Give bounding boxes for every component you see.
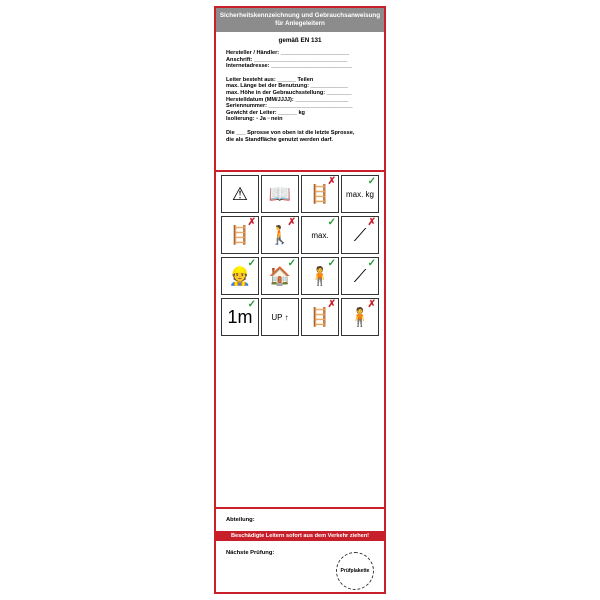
check-icon: ✓ — [367, 258, 376, 269]
cross-icon: ✗ — [327, 299, 336, 310]
check-icon: ✓ — [327, 258, 336, 269]
field-line: max. Höhe in der Gebrauchsstellung: ________ — [226, 89, 352, 96]
cross-icon: ✗ — [367, 217, 376, 228]
cross-icon: ✗ — [327, 176, 336, 187]
label-header — [216, 8, 384, 32]
pictogram-icon: max. — [311, 230, 329, 240]
pictogram — [221, 257, 259, 295]
next-inspection-label: Nächste Prüfung: — [226, 550, 275, 556]
pictogram-icon: ⟋ — [353, 265, 367, 286]
pictogram-icon: 🚶 — [268, 224, 292, 245]
header-line-2: für Anlegeleitern — [275, 20, 325, 27]
pictogram-row — [216, 257, 384, 295]
pictogram-icon: 🪜 — [228, 224, 252, 245]
check-icon: ✓ — [247, 299, 256, 310]
field-line: Herstelldatum (MM/JJJJ): _________________ — [226, 96, 349, 103]
pictogram-row — [216, 175, 384, 213]
pictogram — [221, 216, 259, 254]
standard: gemäß EN 131 — [278, 37, 322, 44]
pictogram — [301, 175, 339, 213]
cross-icon: ✗ — [247, 217, 256, 228]
field-line: Gewicht der Leiter: ______ kg — [226, 109, 305, 116]
cross-icon: ✗ — [367, 299, 376, 310]
pictogram — [301, 257, 339, 295]
pictogram — [261, 216, 299, 254]
warning-banner: Beschädigte Leitern sofort aus dem Verkehr ziehen! — [216, 531, 384, 541]
pictogram — [221, 175, 259, 213]
field-line: Internetadresse: __________________________ — [226, 63, 352, 70]
pictogram — [341, 216, 379, 254]
rung-note-line: Die ___ Sprosse von oben ist die letzte Sprosse, — [226, 129, 355, 136]
ladder-safety-label — [214, 6, 386, 594]
pictogram-icon: 🧍 — [308, 265, 332, 286]
field-line: max. Länge bei der Benutzung: ____________ — [226, 83, 348, 90]
pictogram — [261, 257, 299, 295]
department-field: Abteilung: — [216, 507, 384, 529]
field-line: Leiter besteht aus: ______ Teilen — [226, 76, 314, 83]
check-icon: ✓ — [287, 258, 296, 269]
pictogram-icon: 1m — [227, 306, 253, 327]
rung-note — [216, 130, 384, 143]
inspection-stamp-circle: Prüfplakette — [336, 552, 374, 590]
pictogram-icon: 📖 — [268, 183, 292, 204]
pictogram — [341, 298, 379, 336]
pictogram-icon: max. kg — [345, 189, 374, 199]
pictogram-row — [216, 216, 384, 254]
check-icon: ✓ — [247, 258, 256, 269]
ladder-fields — [216, 77, 384, 123]
pictogram-icon: 🪜 — [308, 306, 332, 327]
field-line: Seriennummer: ___________________________ — [226, 103, 353, 110]
pictogram-icon: UP ↑ — [271, 312, 289, 322]
pictogram — [261, 175, 299, 213]
pictogram — [341, 257, 379, 295]
field-line: Anschrift: ______________________________ — [226, 56, 348, 63]
pictogram — [261, 298, 299, 336]
header-line-1: Sicherheitskennzeichnung und Gebrauchsanweisung — [219, 12, 381, 19]
manufacturer-fields — [216, 50, 384, 70]
check-icon: ✓ — [327, 217, 336, 228]
cross-icon: ✗ — [287, 217, 296, 228]
rung-note-line: die als Standfläche genutzt werden darf. — [226, 136, 333, 143]
pictogram-row — [216, 298, 384, 336]
pictogram-icon: 🧍 — [348, 306, 372, 327]
pictogram — [301, 298, 339, 336]
pictogram-icon: 👷 — [228, 265, 252, 286]
pictogram — [221, 298, 259, 336]
field-line: Hersteller / Händler: ______________________ — [226, 50, 350, 56]
pictogram-grid — [216, 170, 384, 339]
pictogram-icon: 🏠 — [268, 265, 292, 286]
pictogram-icon: ⚠ — [231, 183, 249, 204]
pictogram — [301, 216, 339, 254]
pictogram-icon: ⟋ — [353, 224, 367, 245]
pictogram — [341, 175, 379, 213]
check-icon: ✓ — [367, 176, 376, 187]
pictogram-icon: 🪜 — [308, 183, 332, 204]
field-line: Isolierung: ▫ Ja ▫ nein — [226, 116, 283, 123]
